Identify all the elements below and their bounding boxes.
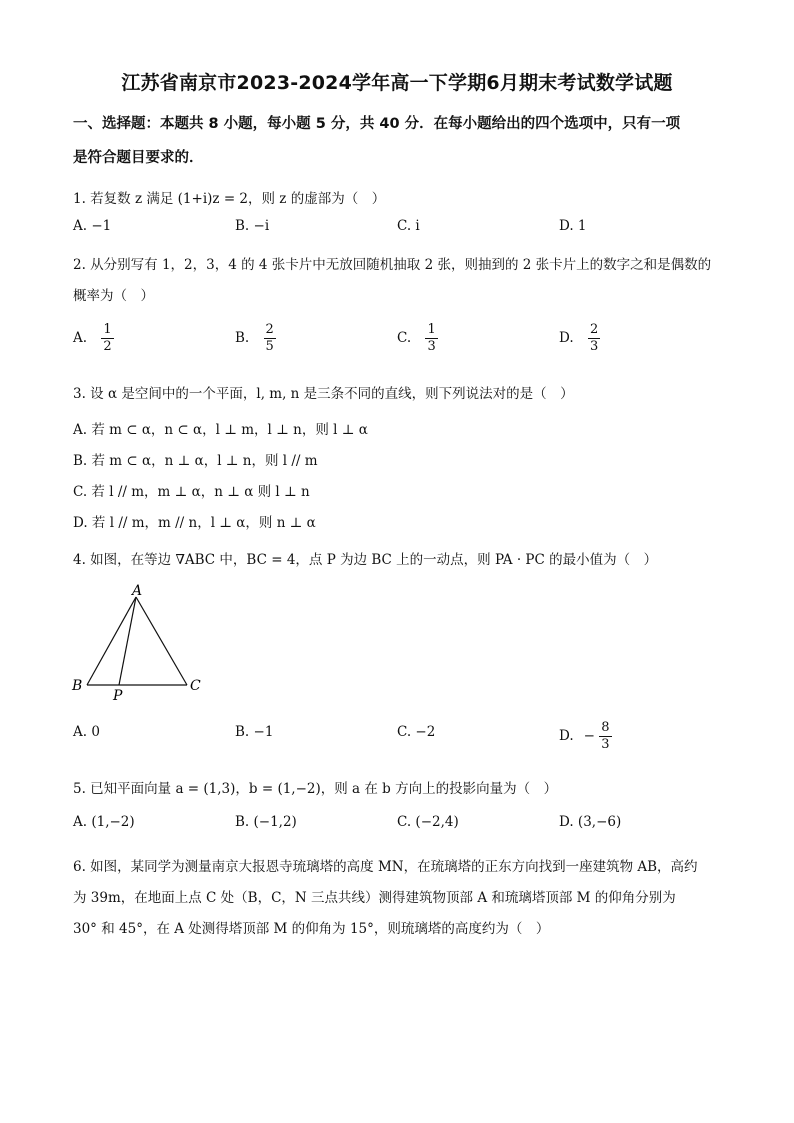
fraction: $\frac{8}{3}$ [601,720,610,752]
question-1-stem: 1. 若复数 z 满足 (1+i)z = 2，则 z 的虚部为（ ） [73,191,386,207]
option-b: B. $\frac{2}{5}$ [235,322,274,354]
option-c: C. i [397,218,420,234]
question-2-stem-line-1: 2. 从分别写有 1，2，3，4 的 4 张卡片中无放回随机抽取 2 张，则抽到的 2 张卡片上的数字之和是偶数的 [73,257,712,273]
question-6-stem-line-3: 30° 和 45°，在 A 处测得塔顶部 M 的仰角为 15°，则琉璃塔的高度约为（ ） [73,921,550,937]
question-1-options [73,218,733,248]
option-d: D. 1 [559,218,587,234]
option-d: D. − $\frac{8}{3}$ [559,720,610,752]
option-d: D. (3,−6) [559,814,622,830]
section-heading-line-2: 是符合题目要求的． [73,150,204,166]
question-3-stem: 3. 设 α 是空间中的一个平面，l, m, n 是三条不同的直线，则下列说法对的是（ ） [73,386,574,402]
section-heading-line-1: 一、选择题：本题共 8 小题，每小题 5 分，共 40 分．在每小题给出的四个选项中，只有一项 [73,116,681,132]
option-b: B. (−1,2) [235,814,297,830]
option-b: B. −i [235,218,270,234]
question-2-options [73,322,733,362]
option-d: D. 若 l // m，m // n，l ⊥ α，则 n ⊥ α [73,515,316,531]
option-a: A. −1 [73,218,112,234]
question-4-options [73,720,733,760]
option-b: B. 若 m ⊂ α，n ⊥ α，l ⊥ n，则 l // m [73,453,318,469]
fraction: $\frac{2}{3}$ [589,322,599,354]
side-ab [87,597,136,685]
question-6-stem-line-1: 6. 如图，某同学为测量南京大报恩寺琉璃塔的高度 MN，在琉璃塔的正东方向找到一座建筑物 AB，高约 [73,859,698,875]
side-ac [136,597,187,685]
option-c: C. (−2,4) [397,814,459,830]
fraction: $\frac{2}{5}$ [265,322,274,354]
option-c: C. 若 l // m，m ⊥ α，n ⊥ α 则 l ⊥ n [73,484,310,500]
vertex-c-label: C [190,678,201,694]
option-d: D. $\frac{2}{3}$ [559,322,599,354]
fraction: $\frac{1}{3}$ [427,322,436,354]
question-2-stem-line-2: 概率为（ ） [73,288,154,304]
option-a: A. (1,−2) [73,814,135,830]
option-a: A. 0 [73,724,100,740]
question-5-stem: 5. 已知平面向量 a = (1,3)，b = (1,−2)，则 a 在 b 方向上的投影向量为（ ） [73,781,558,797]
vertex-b-label: B [72,678,83,694]
option-a: A. 若 m ⊂ α，n ⊂ α，l ⊥ m，l ⊥ n，则 l ⊥ α [73,422,368,438]
segment-ap [119,597,136,685]
option-c: C. $\frac{1}{3}$ [397,322,436,354]
triangle-figure [70,582,220,707]
question-4-stem: 4. 如图，在等边 ∇ABC 中，BC = 4，点 P 为边 BC 上的一动点，则 PA · PC 的最小值为（ ） [73,552,658,568]
option-b: B. −1 [235,724,274,740]
option-a: A. $\frac{1}{2}$ [73,322,112,354]
vertex-a-label: A [132,583,143,599]
question-5-options [73,814,733,844]
fraction: $\frac{1}{2}$ [103,322,112,354]
page-title: 江苏省南京市2023-2024学年高一下学期6月期末考试数学试题 [121,72,673,94]
point-p-label: P [113,688,123,704]
question-6-stem-line-2: 为 39m，在地面上点 C 处（B，C，N 三点共线）测得建筑物顶部 A 和琉璃塔顶部 M 的仰角分别为 [73,890,676,906]
option-c: C. −2 [397,724,436,740]
